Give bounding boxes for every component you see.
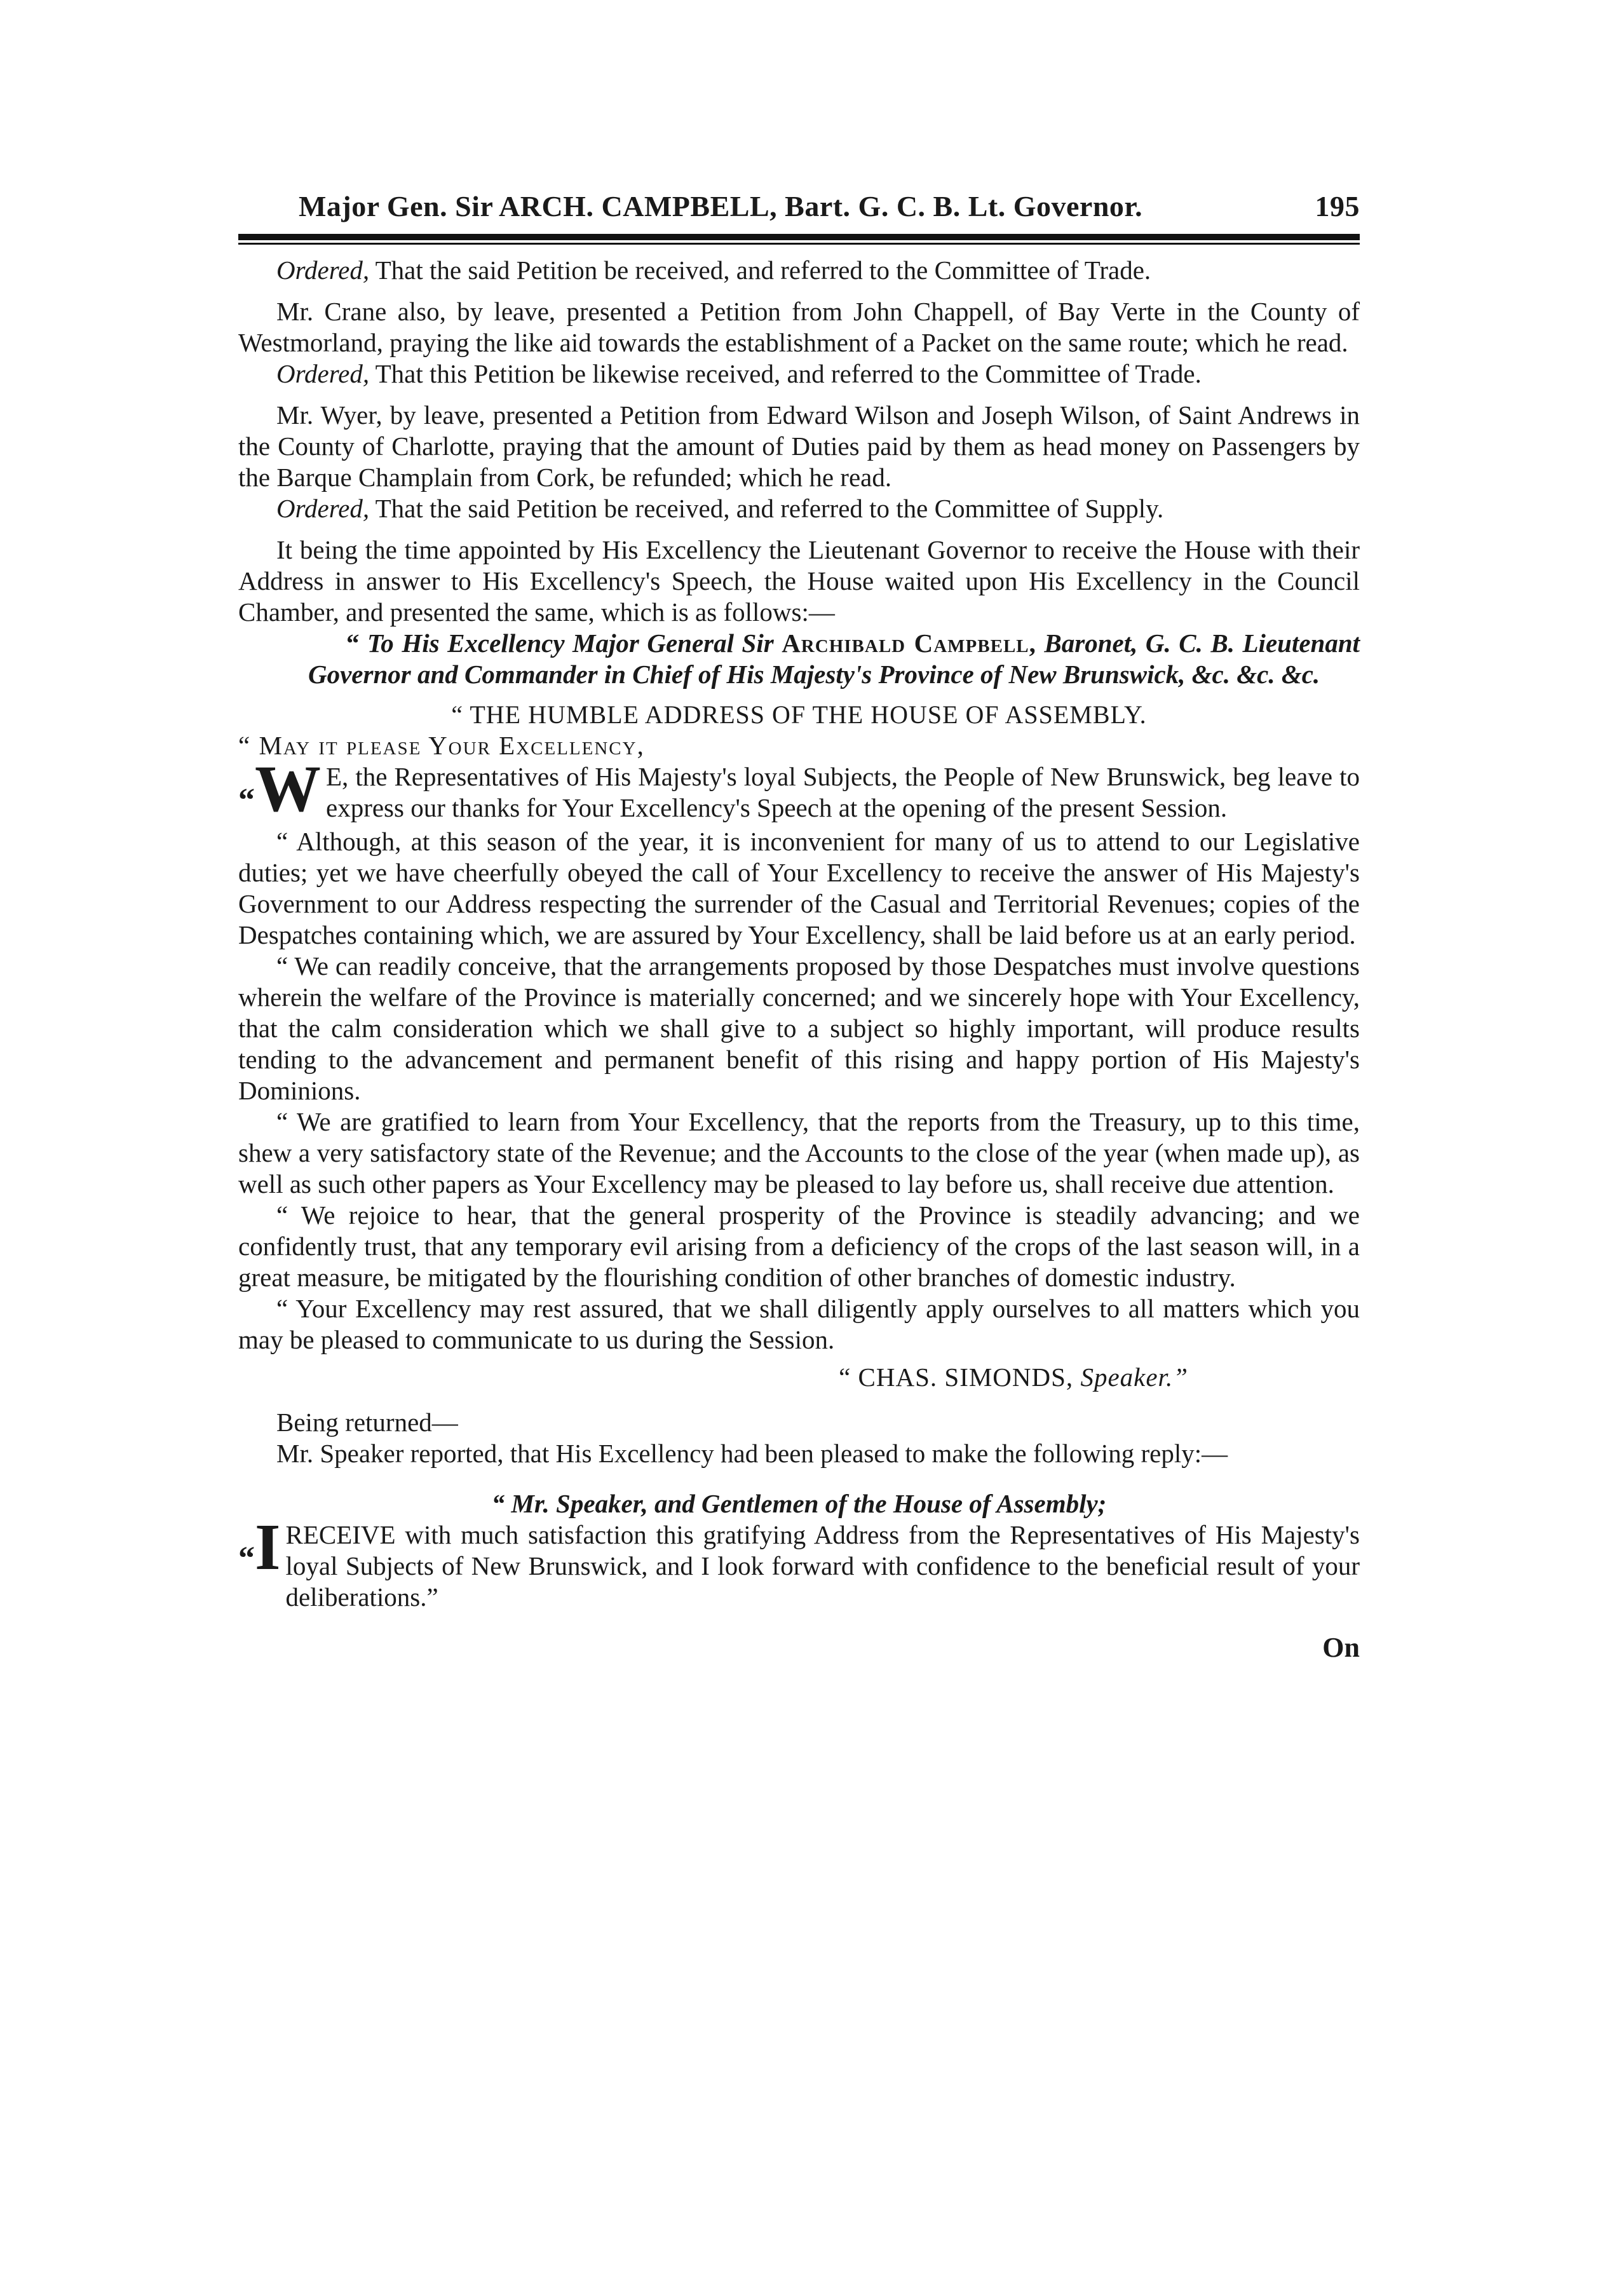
address-paragraph-legislative-duties: “ Although, at this season of the year, it is inconvenient for many of us to attend to our Legislative duties; yet we have cheerfully obeyed the call of Your Excellency to receive the answer of His Majesty's Government to our Address respecting the surrender of the Casual and Territorial Revenues; copies of the Despatches containing which, we are assured by Your Excellency, shall be laid before us at an early period. bbox=[238, 827, 1360, 949]
dropcap-letter: W bbox=[255, 752, 321, 825]
paragraph-text: That the said Petition be received, and referred to the Committee of Supply. bbox=[369, 494, 1164, 523]
reply-heading: “ Mr. Speaker, and Gentlemen of the House of Assembly; bbox=[491, 1489, 1107, 1518]
first-paragraph-text: E, the Representatives of His Majesty's loyal Subjects, the People of New Brunswick, beg leave to express our thanks for Your Excellency's Speech at the opening of the present Session. bbox=[326, 762, 1360, 822]
signature-name: “ CHAS. SIMONDS, bbox=[839, 1362, 1081, 1392]
dropcap-letter: I bbox=[255, 1511, 281, 1584]
running-title: Major Gen. Sir ARCH. CAMPBELL, Bart. G. C. B. Lt. Governor. bbox=[299, 190, 1143, 222]
paragraph-text: That the said Petition be received, and referred to the Committee of Trade. bbox=[369, 255, 1151, 285]
paragraph-ordered-trade-2 bbox=[238, 358, 1360, 390]
paragraph-wyer-petition: Mr. Wyer, by leave, presented a Petition from Edward Wilson and Joseph Wilson, of Saint Andrews in the County of Charlotte, praying that the amount of Duties paid by them as head money on Passengers by the Barque Champlain from Cork, be refunded; which he read. bbox=[238, 400, 1360, 492]
signature-role: Speaker.” bbox=[1080, 1362, 1188, 1392]
ordered-label: Ordered, bbox=[276, 494, 370, 523]
reply-paragraph bbox=[238, 1511, 1360, 1613]
address-first-paragraph bbox=[238, 752, 1360, 825]
address-paragraph-treasury: “ We are gratified to learn from Your Excellency, that the reports from the Treasury, up to this time, shew a very satisfactory state of the Revenue; and the Accounts to the close of the year (when made up), as well as such other papers as Your Excellency may be pleased to lay before us, shall receive due attention. bbox=[238, 1107, 1360, 1199]
header-rule-thin bbox=[238, 243, 1360, 245]
book-page bbox=[238, 184, 1360, 1663]
paragraph-text: That this Petition be likewise received, and referred to the Committee of Trade. bbox=[369, 359, 1202, 388]
catchword: On bbox=[1322, 1632, 1360, 1663]
open-quote: “ bbox=[346, 628, 368, 658]
paragraph-crane-petition: Mr. Crane also, by leave, presented a Petition from John Chappell, of Bay Verte in the County of Westmorland, praying the like aid towards the establishment of a Packet on the same route; which he read. bbox=[238, 297, 1360, 357]
salutation: “ May it please Your Excellency, bbox=[238, 731, 645, 760]
paragraph-address-presented: It being the time appointed by His Excellency the Lieutenant Governor to receive the House with their Address in answer to His Excellency's Speech, the House waited upon His Excellency in the Council Chamber, and presented the same, which is as follows:— bbox=[238, 535, 1360, 627]
addressee-part-a: To His Excellency Major General Sir bbox=[367, 628, 782, 658]
speaker-signature bbox=[238, 1362, 1360, 1393]
addressee-part-b: Baronet, G. C. B. Lieutenant Governor and Commander in Chief of His Majesty's Province of New Brunswick, &c. &c. &c. bbox=[308, 628, 1360, 689]
reply-text: RECEIVE with much satisfaction this gratifying Address from the Representatives of His Majesty's loyal Subjects of New Brunswick, and I look forward with confidence to the beneficial result of your deliberations.” bbox=[285, 1520, 1360, 1612]
address-paragraph-diligence: “ Your Excellency may rest assured, that we shall diligently apply ourselves to all matters which you may be pleased to communicate to us during the Session. bbox=[238, 1294, 1360, 1354]
paragraph-ordered-supply bbox=[238, 493, 1360, 524]
dropcap-quote: “ bbox=[238, 782, 255, 819]
paragraph-ordered-trade-1 bbox=[238, 255, 1360, 286]
header-rule-thick bbox=[238, 234, 1360, 240]
address-paragraph-despatches: “ We can readily conceive, that the arrangements proposed by those Despatches must involve questions wherein the welfare of the Province is materially concerned; and we sincerely hope with Your Excellency, that the calm consideration which we shall give to a subject so highly important, will produce results tending to the advancement and permanent benefit of this rising and happy portion of His Majesty's Dominions. bbox=[238, 951, 1360, 1105]
address-paragraph-prosperity: “ We rejoice to hear, that the general prosperity of the Province is steadily advancing; and we confidently trust, that any temporary evil arising from a deficiency of the crops of the last season will, in a great measure, be mitigated by the flourishing condition of other branches of domestic industry. bbox=[238, 1200, 1360, 1292]
dropcap-w bbox=[238, 752, 321, 826]
running-head bbox=[238, 184, 1360, 229]
paragraph-speaker-reported: Mr. Speaker reported, that His Excellency had been pleased to make the following reply:— bbox=[276, 1439, 1228, 1468]
paragraph-being-returned: Being returned— bbox=[276, 1408, 458, 1437]
addressee-block bbox=[238, 628, 1360, 690]
ordered-label: Ordered, bbox=[276, 359, 370, 388]
body-text bbox=[238, 255, 1360, 1663]
dropcap-i bbox=[238, 1511, 281, 1584]
address-title: “ THE HUMBLE ADDRESS OF THE HOUSE OF ASSEMBLY. bbox=[451, 700, 1147, 729]
page-number: 195 bbox=[1315, 190, 1360, 222]
ordered-label: Ordered, bbox=[276, 255, 370, 285]
addressee-name: Archibald Campbell, bbox=[782, 628, 1036, 658]
dropcap-quote: “ bbox=[238, 1540, 255, 1577]
